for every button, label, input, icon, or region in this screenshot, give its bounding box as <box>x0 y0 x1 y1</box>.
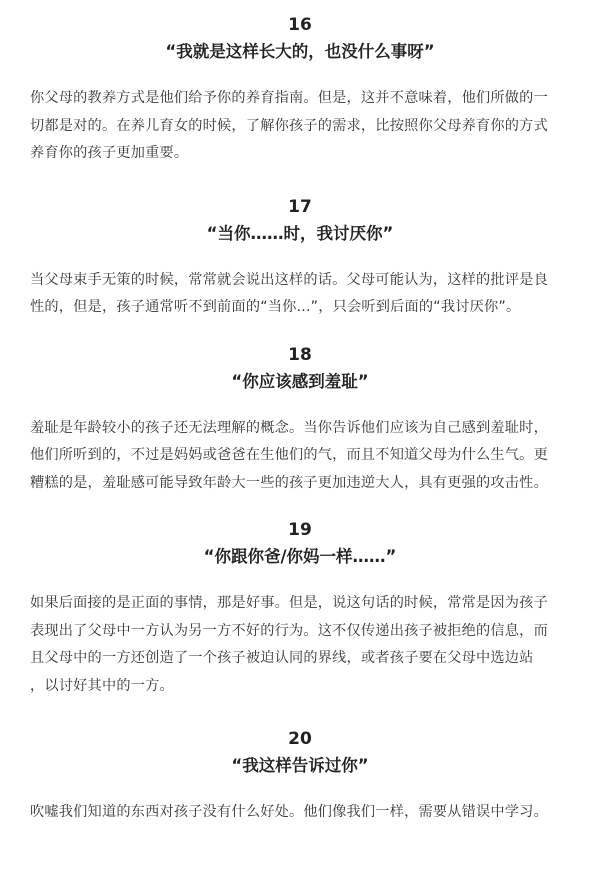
body-line: 他们所听到的，不过是妈妈或爸爸在生他们的气，而且不知道父母为什么生气。更 <box>30 447 548 463</box>
section-16 <box>30 14 570 168</box>
section-17 <box>30 196 570 322</box>
body-line: ，以讨好其中的一方。 <box>30 677 174 694</box>
body-line: 养育你的孩子更加重要。 <box>30 145 189 161</box>
body-line: 且父母中的一方还创造了一个孩子被迫认同的界线，或者孩子要在父母中选边站 <box>30 650 534 666</box>
section-body <box>30 415 570 498</box>
section-number: 19 <box>288 520 312 540</box>
section-19 <box>30 519 570 700</box>
section-title: “我就是这样长大的，也没什么事呀” <box>165 42 435 61</box>
section-number: 16 <box>288 15 312 35</box>
section-number: 20 <box>288 729 312 749</box>
body-line: 羞耻是年龄较小的孩子还无法理解的概念。当你告诉他们应该为自己感到羞耻时， <box>30 419 548 436</box>
section-number: 18 <box>288 344 312 365</box>
body-line: 当父母束手无策的时候，常常就会说出这样的话。父母可能认为，这样的批评是良 <box>30 271 548 288</box>
body-line: 表现出了父母中一方认为另一方不好的行为。这不仅传递出孩子被拒绝的信息，而 <box>30 622 548 639</box>
body-line: 性的，但是，孩子通常听不到前面的“当你...”，只会听到后面的“我讨厌你”。 <box>30 299 521 315</box>
section-body <box>30 590 570 700</box>
section-title: “你应该感到羞耻” <box>231 371 369 391</box>
section-20 <box>30 728 570 827</box>
section-title: “当你……时，我讨厌你” <box>206 223 394 243</box>
body-line: 吹嘘我们知道的东西对孩子没有什么好处。他们像我们一样，需要从错误中学习。 <box>30 804 548 820</box>
section-body <box>30 267 570 322</box>
body-line: 如果后面接的是正面的事情，那是好事。但是，说这句话的时候，常常是因为孩子 <box>30 595 548 611</box>
section-title: “我这样告诉过你” <box>231 756 369 775</box>
section-number: 17 <box>288 196 312 217</box>
section-title: “你跟你爸/你妈一样……” <box>203 547 397 566</box>
body-line: 切都是对的。在养儿育女的时候，了解你孩子的需求，比按照你父母养育你的方式 <box>30 117 548 134</box>
section-body <box>30 85 570 168</box>
body-line: 你父母的教养方式是他们给予你的养育指南。但是，这并不意味着，他们所做的一 <box>30 90 548 106</box>
body-line: 糟糕的是，羞耻感可能导致年龄大一些的孩子更加违逆大人，具有更强的攻击性。 <box>30 474 548 491</box>
section-body <box>30 799 570 827</box>
section-18 <box>30 344 570 498</box>
